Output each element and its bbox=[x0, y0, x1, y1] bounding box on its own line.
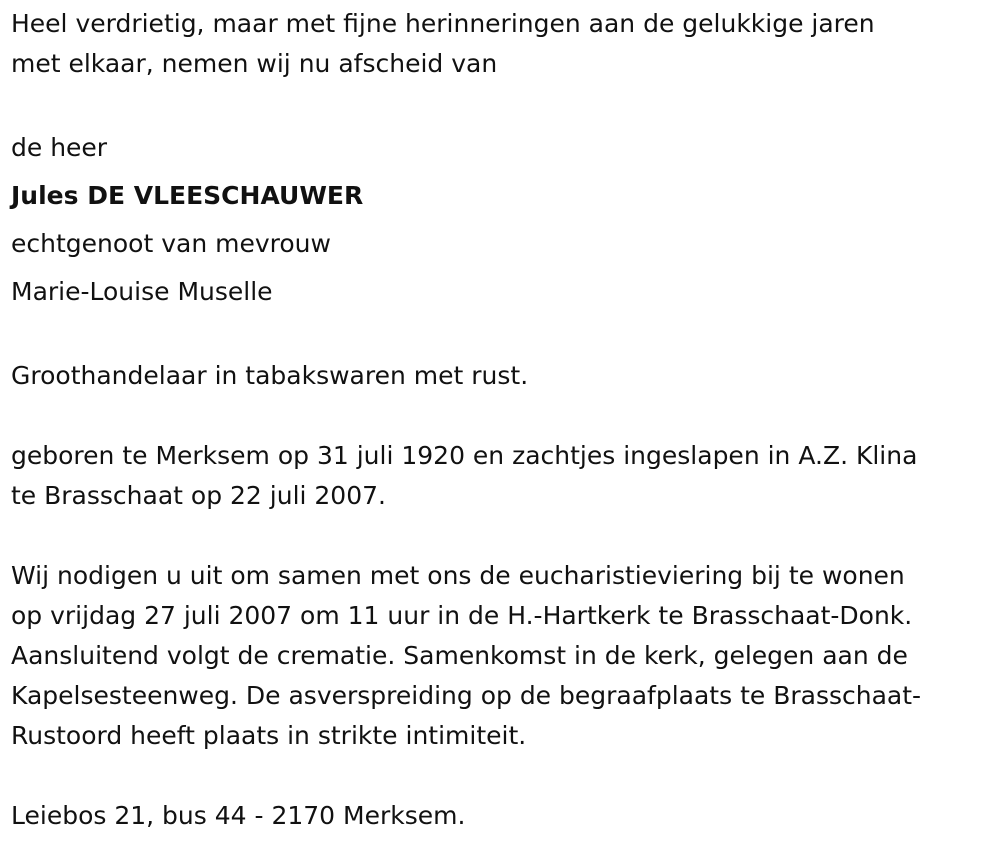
spacer bbox=[11, 84, 986, 124]
ceremony-line-1: Wij nodigen u uit om samen met ons de eucharistieviering bij te wonen bbox=[11, 561, 905, 590]
relation-text: echtgenoot van mevrouw bbox=[11, 229, 331, 258]
deceased-name: Jules DE VLEESCHAUWER bbox=[11, 181, 364, 210]
ceremony-line-3: Aansluitend volgt de crematie. Samenkomst in de kerk, gelegen aan de bbox=[11, 641, 908, 670]
ceremony-line-5: Rustoord heeft plaats in strikte intimiteit. bbox=[11, 721, 527, 750]
obituary-text bbox=[11, 4, 986, 836]
occupation-text: Groothandelaar in tabakswaren met rust. bbox=[11, 361, 529, 390]
salutation: de heer bbox=[11, 133, 108, 162]
ceremony-line-4: Kapelsesteenweg. De asverspreiding op de begraafplaats te Brasschaat- bbox=[11, 681, 922, 710]
ceremony-line-2: op vrijdag 27 juli 2007 om 11 uur in de H.-Hartkerk te Brasschaat-Donk. bbox=[11, 601, 913, 630]
spouse-name: Marie-Louise Muselle bbox=[11, 277, 273, 306]
address-text: Leiebos 21, bus 44 - 2170 Merksem. bbox=[11, 801, 466, 830]
spacer bbox=[11, 516, 986, 556]
dates-line-2: te Brasschaat op 22 juli 2007. bbox=[11, 481, 386, 510]
dates-line-1: geboren te Merksem op 31 juli 1920 en zachtjes ingeslapen in A.Z. Klina bbox=[11, 441, 918, 470]
spacer bbox=[11, 396, 986, 436]
spacer bbox=[11, 756, 986, 796]
spacer bbox=[11, 316, 986, 356]
intro-line-1: Heel verdrietig, maar met fijne herinneringen aan de gelukkige jaren bbox=[11, 9, 875, 38]
intro-line-2: met elkaar, nemen wij nu afscheid van bbox=[11, 49, 498, 78]
